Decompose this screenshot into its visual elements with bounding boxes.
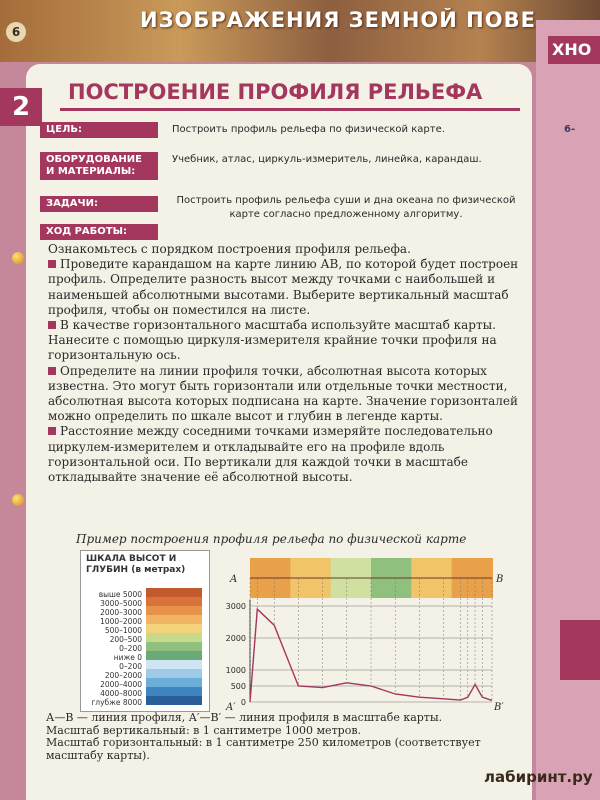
point-a-prime-label: A′ [226, 702, 236, 712]
caption-line: А—В — линия профиля, А′—В′ — линия профиля в масштабе карты. [46, 711, 443, 724]
goal-label: ЦЕЛЬ: [40, 122, 158, 138]
decorative-bullet-dot [12, 494, 24, 506]
scale-label: ниже 0 [113, 653, 142, 662]
scale-label: 200–2000 [104, 671, 142, 680]
right-page-edge [536, 20, 600, 800]
scale-swatch-band [146, 660, 202, 669]
page-number: 6 [6, 22, 26, 42]
site-watermark: лабиринт.ру [484, 768, 593, 786]
step-paragraph [48, 364, 524, 425]
step-bullet [48, 427, 56, 435]
scale-swatch-band [146, 642, 202, 651]
lesson-title: ПОСТРОЕНИЕ ПРОФИЛЯ РЕЛЬЕФА [68, 80, 483, 104]
relief-profile-chart [222, 556, 508, 712]
scale-label: 200–500 [109, 635, 142, 644]
procedure-label: ХОД РАБОТЫ: [40, 224, 158, 240]
lesson-number-badge: 2 [0, 88, 42, 126]
step-text: Расстояние между соседними точками измеряйте последовательно циркулем-измерителем и откладывайте его на профиле вдоль горизонтальной оси. По вертикали для каждой точки в масштабе откладывайте значение её абсолютной высоты. [48, 424, 493, 485]
scale-swatch-band [146, 651, 202, 660]
title-divider [60, 108, 520, 111]
intro-paragraph: Ознакомьтесь с порядком построения профиля рельефа. [48, 242, 411, 256]
scale-label: 2000–3000 [100, 608, 142, 617]
step-paragraph [48, 424, 524, 485]
scale-label: 2000–4000 [100, 680, 142, 689]
scale-swatch-band [146, 669, 202, 678]
scale-label: 0–200 [119, 644, 142, 653]
caption-line: Масштаб горизонтальный: в 1 сантиметре 250 километров (соответствует [46, 736, 481, 749]
right-page-tab: ХНО [548, 36, 600, 64]
figure-caption: Пример построения профиля рельефа по физической карте [76, 532, 467, 546]
scale-label: глубже 8000 [91, 698, 142, 707]
scale-label: 500–1000 [104, 626, 142, 635]
decorative-bullet-dot [12, 252, 24, 264]
scale-title: ШКАЛА ВЫСОТ И ГЛУБИН (в метрах) [86, 554, 186, 575]
scale-swatch-band [146, 624, 202, 633]
scale-swatch-band [146, 588, 202, 597]
step-text: В качестве горизонтального масштаба используйте масштаб карты. Нанесите с помощью циркуля-измерителя крайние точки профиля на горизонтальную ось. [48, 318, 497, 363]
chapter-title: ИЗОБРАЖЕНИЯ ЗЕМНОЙ ПОВЕ [140, 8, 536, 32]
scale-swatch-band [146, 696, 202, 705]
step-bullet [48, 321, 56, 329]
caption-line: масштабу карты). [46, 748, 150, 762]
scale-label: выше 5000 [98, 590, 142, 599]
right-page-note: 6- [564, 124, 576, 135]
scale-label: 1000–2000 [100, 617, 142, 626]
point-b-prime-label: B′ [494, 702, 504, 712]
step-bullet [48, 367, 56, 375]
point-b-label: B [496, 574, 504, 585]
equipment-label: ОБОРУДОВАНИЕ И МАТЕРИАЛЫ: [40, 152, 158, 180]
tasks-text: Построить профиль рельефа суши и дна океана по физической карте согласно предложенному алгоритму. [176, 195, 516, 220]
scale-label: 0–200 [119, 662, 142, 671]
profile-tick-label: 0 [240, 698, 246, 707]
scale-swatch-band [146, 606, 202, 615]
step-bullet [48, 260, 56, 268]
profile-tick-label: 1000 [225, 666, 246, 675]
profile-tick-label: 500 [230, 682, 246, 691]
caption-line: Масштаб вертикальный: в 1 сантиметре 1000 метров. [46, 723, 362, 737]
step-paragraph [48, 318, 524, 364]
point-a-label: A [230, 574, 238, 585]
procedure-body [48, 242, 524, 485]
step-text: Определите на линии профиля точки, абсолютная высота которых известна. Это могут быть горизонтали или отдельные точки местности, абсолютная высота которых подписана на карте. Значение горизонталей можно определить по шкале высот и глубин в легенде карты. [48, 363, 519, 424]
right-page-block [560, 620, 600, 680]
equipment-text: Учебник, атлас, циркуль-измеритель, линейка, карандаш. [172, 154, 482, 165]
scale-swatch-band [146, 633, 202, 642]
figure-legend-text [46, 712, 532, 762]
profile-tick-label: 3000 [225, 602, 246, 611]
step-text: Проведите карандашом на карте линию АВ, по которой будет построен профиль. Определите разность высот между точками с наибольшей и наименьшей абсолютными высотами. Выберите вертикальный масштаб профиля, чтобы он поместился на листе. [48, 257, 519, 317]
scale-label: 4000–8000 [100, 689, 142, 698]
profile-tick-label: 2000 [225, 634, 246, 643]
goal-text: Построить профиль рельефа по физической карте. [172, 124, 445, 135]
scale-color-ramp [146, 588, 202, 706]
scale-swatch-band [146, 678, 202, 687]
tasks-label: ЗАДАЧИ: [40, 196, 158, 212]
scale-label: 3000–5000 [100, 599, 142, 608]
step-paragraph [48, 257, 524, 318]
scale-swatch-band [146, 687, 202, 696]
scale-swatch-band [146, 615, 202, 624]
scale-swatch-band [146, 597, 202, 606]
